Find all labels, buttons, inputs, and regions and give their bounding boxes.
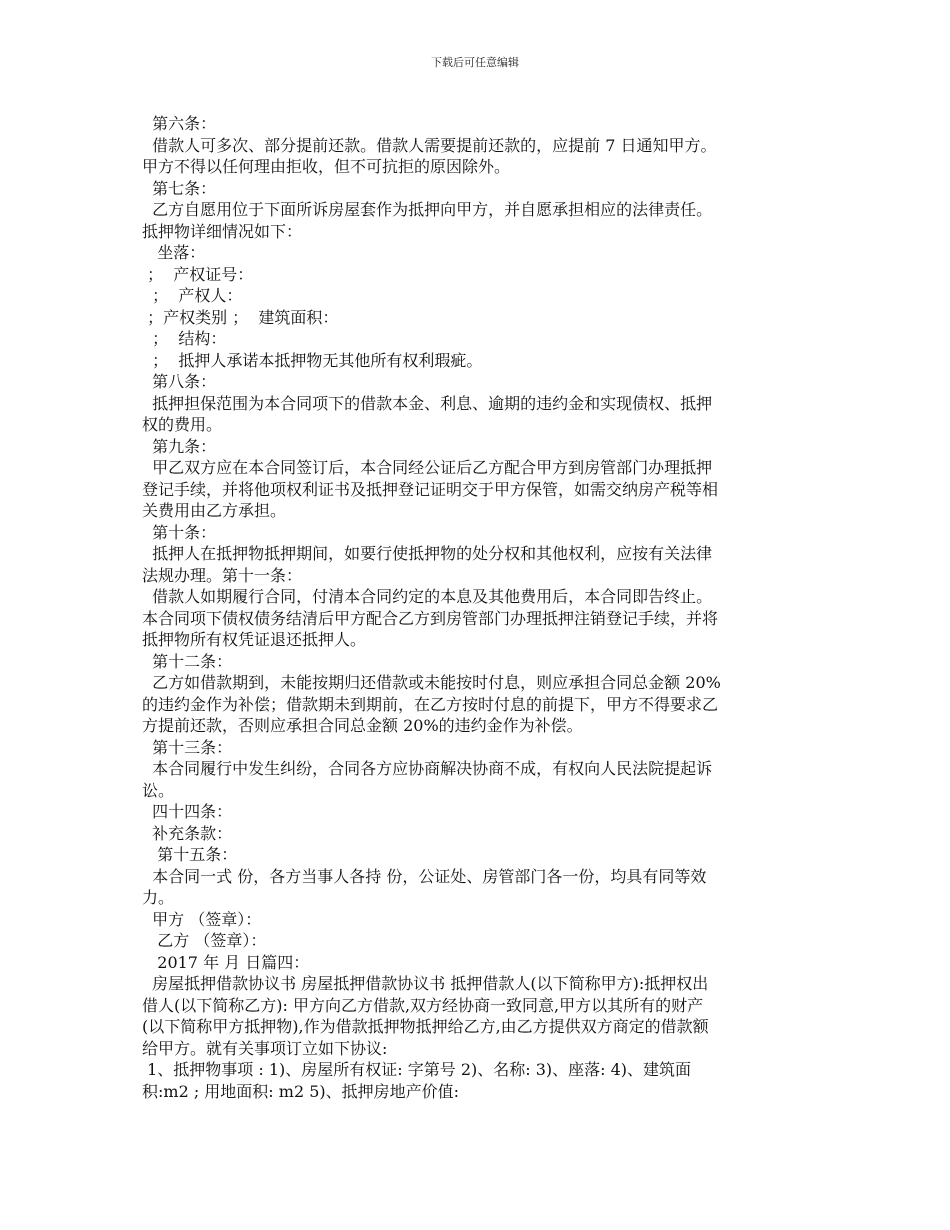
text-line: 法规办理。第十一条：: [142, 565, 303, 585]
text-line: 抵押人在抵押物抵押期间，如要行使抵押物的处分权和其他权利，应按有关法律: [142, 544, 713, 563]
text-line: 抵押物详细情况如下：: [142, 221, 303, 241]
text-line: 第八条：: [142, 372, 217, 391]
text-line: 抵押担保范围为本合同项下的借款本金、利息、逾期的违约金和实现债权、抵押: [142, 393, 713, 413]
text-line: ； 抵押人承诺本抵押物无其他所有权利瑕疵。: [142, 350, 483, 370]
text-line: 借款人可多次、部分提前还款。借款人需要提前还款的，应提前 7 日通知甲方。: [142, 135, 717, 155]
text-line: 方提前还款，否则应承担合同总金额 20%的违约金作为补偿。: [142, 716, 583, 735]
text-line: 乙方如借款期到，未能按期归还借款或未能按时付息，则应承担合同总金额 20%: [142, 673, 721, 692]
text-line: 借款人如期履行合同，付清本合同约定的本息及其他费用后，本合同即告终止。: [142, 587, 713, 606]
text-line: ； 结构：: [142, 329, 227, 348]
text-line: 积:m2 ; 用地面积: m2 5)、抵押房地产价值:: [142, 1081, 460, 1101]
text-line: 甲方不得以任何理由拒收，但不可抗拒的原因除外。: [142, 157, 511, 176]
text-line: 权的费用。: [142, 415, 223, 434]
text-line: 第十二条：: [142, 651, 233, 671]
page-header: 下载后可任意编辑: [431, 56, 519, 69]
text-line: 给甲方。就有关事项订立如下协议:: [142, 1038, 388, 1058]
text-line: 甲方 （签章）：: [142, 909, 262, 929]
text-line: 2017 年 月 日篇四：: [142, 952, 310, 972]
text-line: 1、抵押物事项 : 1)、房屋所有权证: 字第号 2)、名称: 3)、座落: 4)、建筑面: [142, 1060, 692, 1079]
text-line: 本合同一式 份，各方当事人各持 份，公证处、房管部门各一份，均具有同等效: [142, 866, 707, 886]
text-line: 本合同项下债权债务结清后甲方配合乙方到房管部门办理抵押注销登记手续，并将: [142, 608, 719, 628]
text-line: 第六条：: [142, 114, 217, 133]
text-line: 的违约金作为补偿；借款期未到期前，在乙方按时付息的前提下，甲方不得要求乙: [142, 694, 719, 714]
text-line: 讼。: [142, 780, 175, 800]
text-line: 第七条：: [142, 178, 217, 198]
text-line: 抵押物所有权凭证退还抵押人。: [142, 630, 367, 649]
text-line: 坐落：: [142, 243, 206, 262]
text-line: 登记手续，并将他项权利证书及抵押登记证明交于甲方保管，如需交纳房产税等相: [142, 479, 719, 499]
text-line: 第十五条：: [142, 845, 238, 864]
text-line: 关费用由乙方承担。: [142, 501, 287, 520]
document-body: [142, 113, 812, 1102]
text-line: (以下简称甲方抵押物),作为借款抵押物抵押给乙方,由乙方提供双方商定的借款额: [142, 1017, 709, 1036]
text-line: 第十条：: [142, 522, 217, 542]
text-line: 第九条：: [142, 436, 217, 456]
text-line: 力。: [142, 888, 175, 907]
text-line: 房屋抵押借款协议书 房屋抵押借款协议书 抵押借款人(以下简称甲方):抵押权出: [142, 974, 709, 993]
text-line: 甲乙双方应在本合同签订后，本合同经公证后乙方配合甲方到房管部门办理抵押: [142, 458, 713, 477]
text-line: ； 产权证号：: [142, 264, 254, 284]
text-line: 补充条款：: [142, 823, 233, 843]
text-line: ； 产权人：: [142, 286, 243, 305]
text-line: 四十四条：: [142, 802, 233, 821]
text-line: 本合同履行中发生纠纷，合同各方应协商解决协商不成，有权向人民法院提起诉: [142, 759, 713, 778]
text-line: 第十三条：: [142, 737, 233, 757]
text-line: 借人(以下简称乙方): 甲方向乙方借款,双方经协商一致同意,甲方以其所有的财产: [142, 995, 704, 1015]
text-line: ；产权类别 ； 建筑面积：: [142, 307, 339, 327]
text-line: 乙方 （签章）：: [142, 931, 267, 950]
text-line: 乙方自愿用位于下面所诉房屋套作为抵押向甲方，并自愿承担相应的法律责任。: [142, 200, 713, 219]
